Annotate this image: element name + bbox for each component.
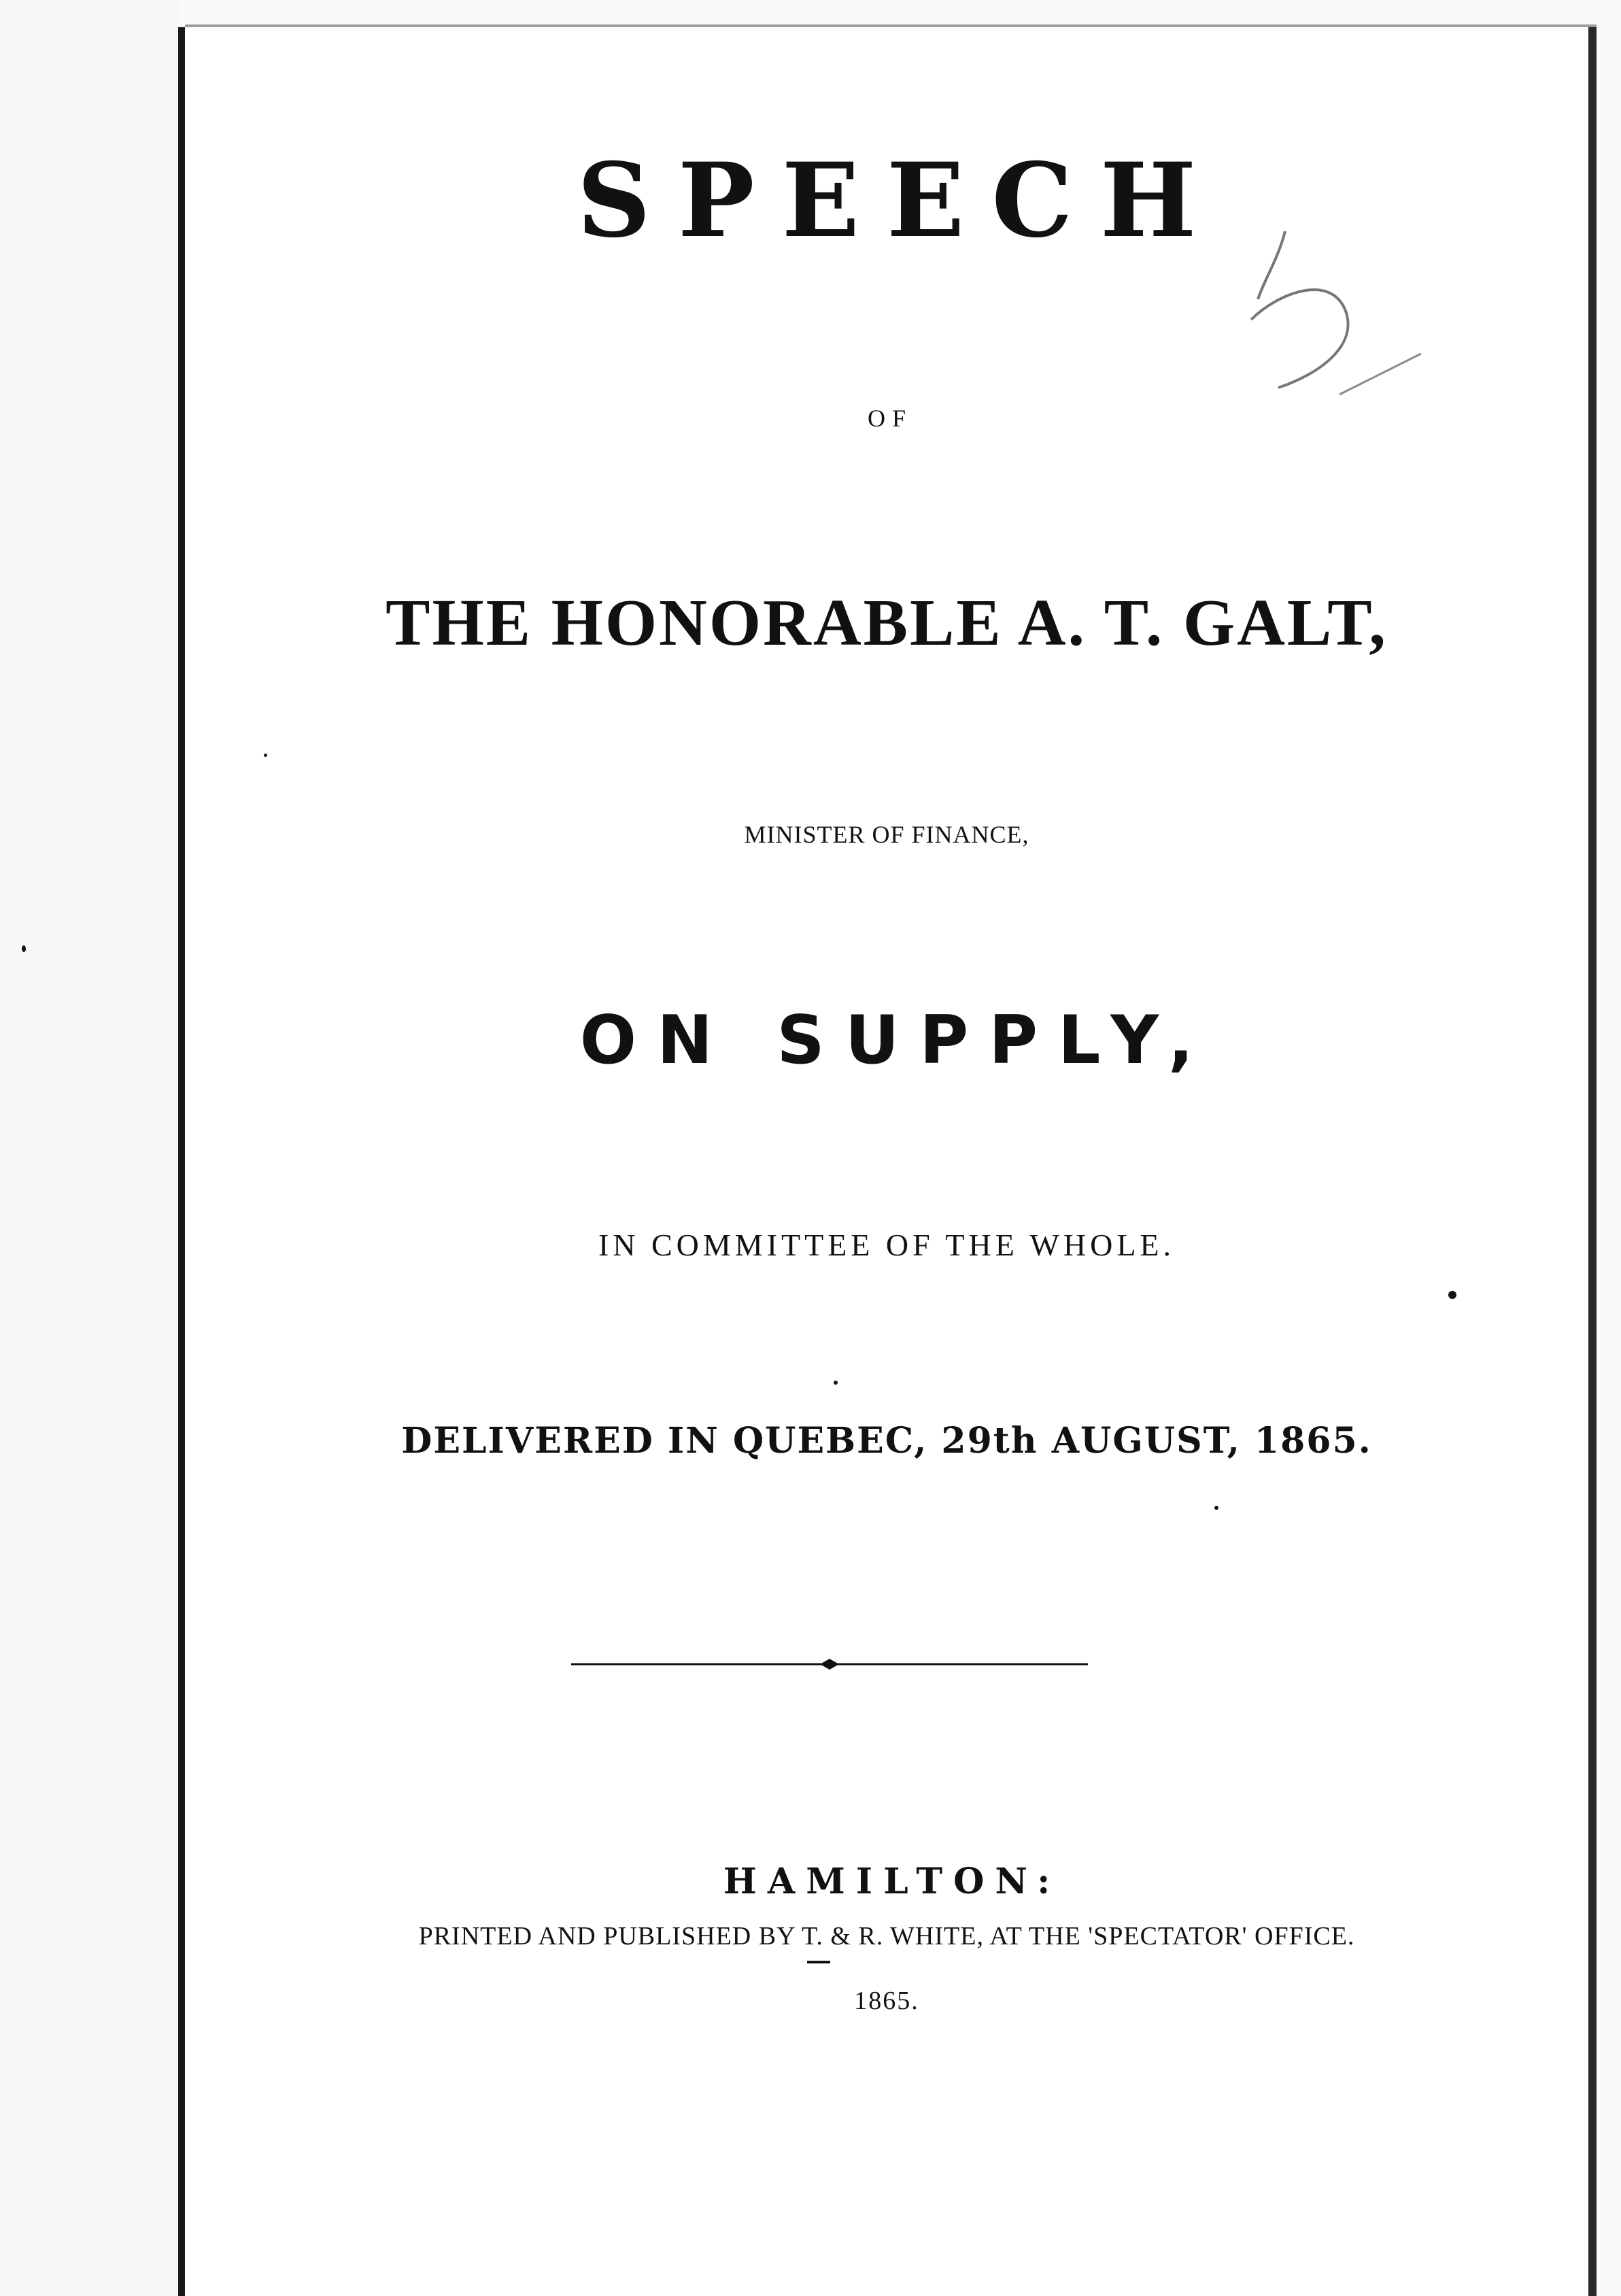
rule-with-diamond-icon	[571, 1658, 1088, 1670]
imprint-city: HAMILTON:	[723, 1861, 1061, 1902]
imprint-year: 1865.	[854, 1987, 919, 2015]
ink-speck	[834, 1381, 838, 1385]
ink-speck	[22, 945, 26, 952]
speech-context: IN COMMITTEE OF THE WHOLE.	[598, 1228, 1176, 1262]
speaker-name: THE HONORABLE A. T. GALT,	[386, 586, 1388, 660]
page-heading: SPEECH	[577, 141, 1224, 260]
speaker-office: MINISTER OF FINANCE,	[744, 821, 1029, 848]
ink-speck	[1448, 1291, 1456, 1299]
ink-speck	[264, 754, 267, 757]
ink-speck	[1214, 1506, 1218, 1510]
facing-page-strip	[0, 0, 178, 2296]
page-right-edge	[1588, 27, 1597, 2296]
imprint-divider	[807, 1961, 830, 1963]
book-spine-edge	[178, 27, 185, 2296]
speech-subject: ON SUPPLY,	[579, 1002, 1214, 1079]
preposition-of: OF	[867, 405, 913, 432]
delivery-details: DELIVERED IN QUEBEC, 29th AUGUST, 1865.	[401, 1420, 1372, 1462]
handwritten-pencil-mark-icon	[1238, 218, 1428, 435]
imprint-printer: PRINTED AND PUBLISHED BY T. & R. WHITE, AT THE 'SPECTATOR' OFFICE.	[418, 1922, 1355, 1951]
